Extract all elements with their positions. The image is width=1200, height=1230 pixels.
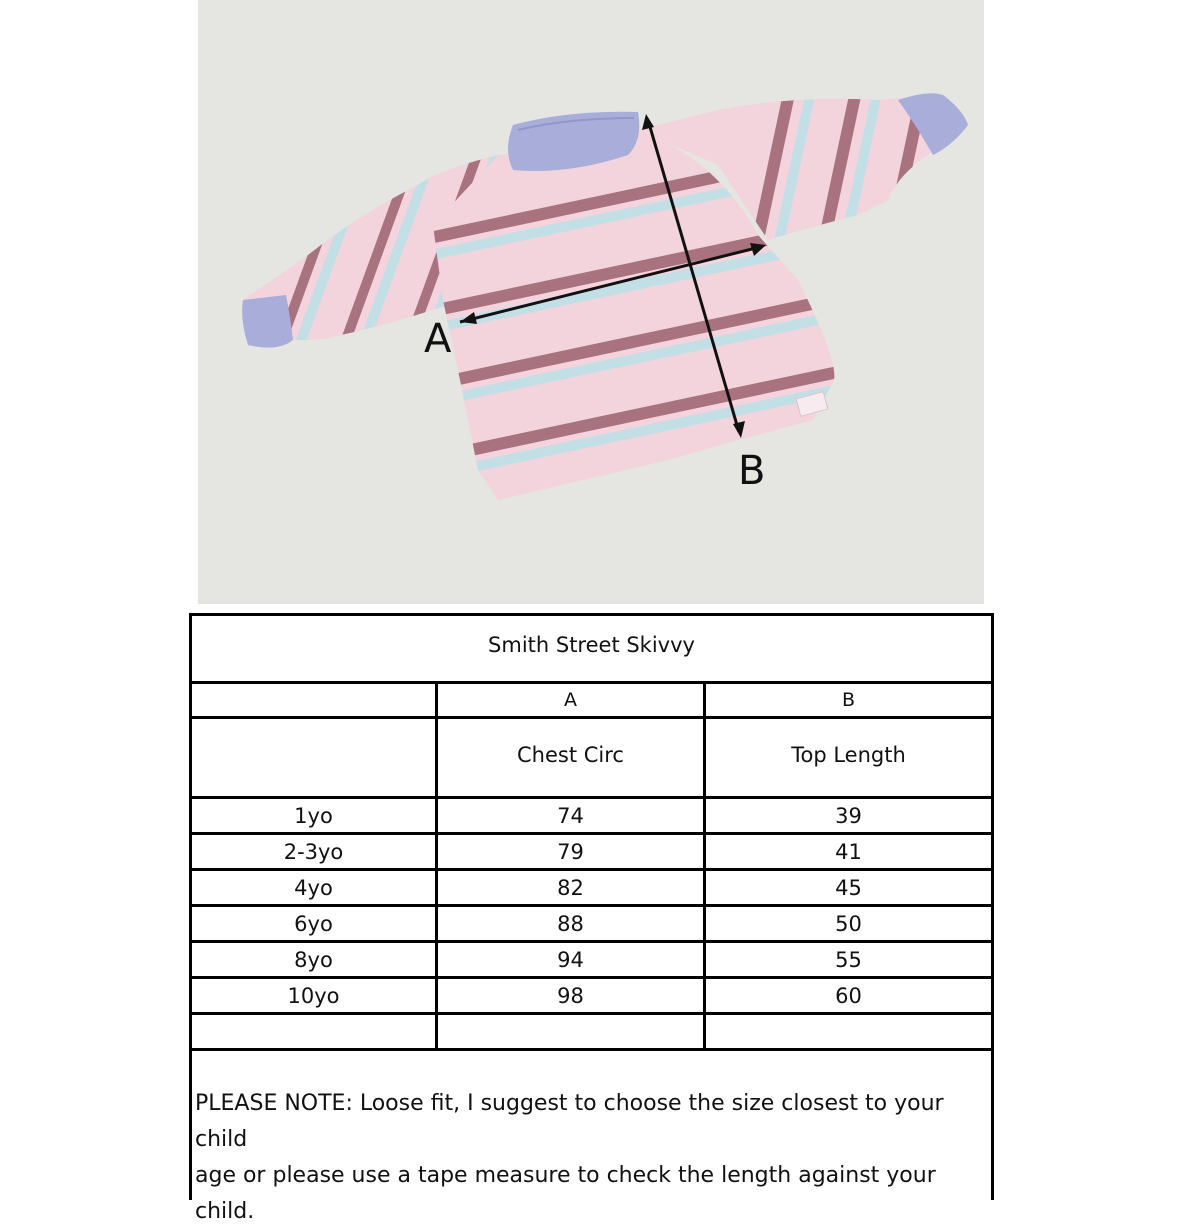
- product-photo: [198, 0, 984, 604]
- length-value: 45: [835, 875, 862, 900]
- chest-value: 82: [438, 871, 706, 904]
- column-letter-a: A: [438, 684, 706, 716]
- table-row: [192, 943, 991, 979]
- column-header-length: Top Length: [791, 742, 906, 767]
- length-value: 41: [835, 839, 862, 864]
- empty-cell: [438, 1015, 706, 1048]
- chest-value: 74: [438, 799, 706, 832]
- diagram-label-a: A: [424, 316, 452, 362]
- length-value: 55: [835, 947, 862, 972]
- empty-cell: [192, 1015, 438, 1048]
- left-cuff: [242, 295, 293, 348]
- size-label: 1yo: [192, 799, 438, 832]
- size-label: 8yo: [192, 943, 438, 976]
- table-row-empty: [192, 1015, 991, 1051]
- chest-value: 79: [438, 835, 706, 868]
- table-title-row: [192, 616, 991, 684]
- fit-note-line-1: PLEASE NOTE: Loose fit, I suggest to choose the size closest to your child: [195, 1091, 944, 1152]
- fit-note: [195, 1086, 990, 1230]
- fit-note-line-2: age or please use a tape measure to check the length against your child.: [195, 1163, 936, 1224]
- size-label: 10yo: [192, 979, 438, 1012]
- length-value: 50: [835, 911, 862, 936]
- size-label: 6yo: [192, 907, 438, 940]
- empty-cell: [706, 1015, 991, 1048]
- chest-value: 94: [438, 943, 706, 976]
- table-row: [192, 979, 991, 1015]
- chest-value: 98: [438, 979, 706, 1012]
- diagram-label-b: B: [738, 448, 766, 494]
- chest-value: 88: [438, 907, 706, 940]
- table-row: [192, 871, 991, 907]
- column-header-chest: Chest Circ: [438, 719, 706, 796]
- letter-cell-empty: [192, 684, 438, 716]
- length-value: 39: [835, 803, 862, 828]
- length-value: 60: [835, 983, 862, 1008]
- size-label: 4yo: [192, 871, 438, 904]
- size-label: 2-3yo: [192, 835, 438, 868]
- header-cell-empty: [192, 719, 438, 796]
- table-row: [192, 799, 991, 835]
- table-header-row: [192, 719, 991, 799]
- table-letter-row: [192, 684, 991, 719]
- table-row: [192, 907, 991, 943]
- column-letter-b: B: [841, 689, 856, 711]
- table-title: Smith Street Skivvy: [488, 632, 695, 657]
- table-row: [192, 835, 991, 871]
